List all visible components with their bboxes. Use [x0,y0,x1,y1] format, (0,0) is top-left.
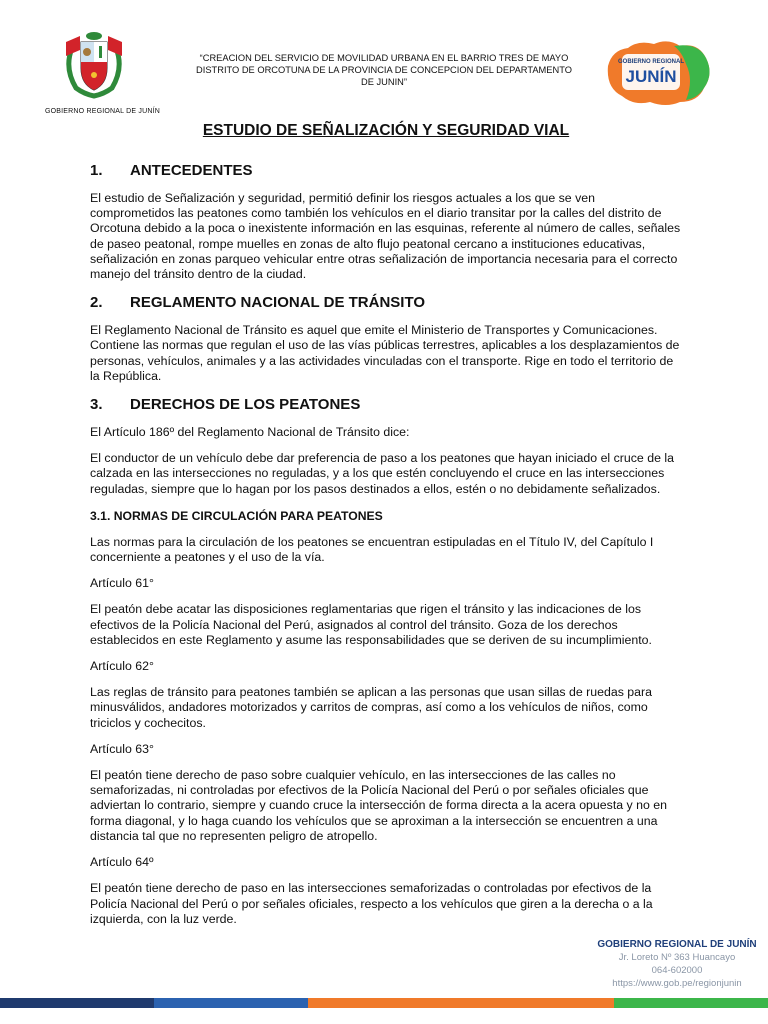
footer-bar-segment-blue [154,998,308,1008]
section-title: REGLAMENTO NACIONAL DE TRÁNSITO [130,294,426,312]
footer-color-bar [0,998,768,1008]
section-heading-3 [90,396,682,413]
paragraph: El conductor de un vehículo debe dar preferencia de paso a los peatones que hayan iniciado el cruce de la calzada en las intersecciones no reguladas, y a los que estén concluyendo el cruce en las intersecciones reguladas, siempre que lo hagan por los pasos destinados a ellos, estén o no debidamente señalizados. [90,451,674,496]
gobierno-regional-junin-logo [602,36,714,108]
paragraph: Las normas para la circulación de los peatones se encuentran estipuladas en el Título IV, del Capítulo I concerniente a peatones y el uso de la vía. [90,534,654,565]
project-title-line: “CREACION DEL SERVICIO DE MOVILIDAD URBANA EN EL BARRIO TRES DE MAYO [199,53,569,63]
document-title: ESTUDIO DE SEÑALIZACIÓN Y SEGURIDAD VIAL [202,122,570,139]
article-label: Artículo 64º [90,855,154,870]
paragraph: El Reglamento Nacional de Tránsito es aquel que emite el Ministerio de Transportes y Comunicaciones. Contiene las normas que regulan el uso de las vías públicas terrestres, aplicables a los desplazamientos de personas, vehículos, animales y a las actividades vinculadas con el transporte. Rige en todo el territorio de la República. [90,323,680,383]
project-title [168,52,600,88]
section-heading-2 [90,294,682,311]
section-number: 1. [90,162,103,179]
section-number: 2. [90,294,103,312]
section-number: 3. [90,396,103,414]
article-text: El peatón tiene derecho de paso sobre cualquier vehículo, en las intersecciones de las calles no semaforizadas, ni controladas por efectivos de la Policía Nacional del Perú o por señales oficiales que adviertan lo contrario, siempre y cuando cruce la intersección de forma directa a la acera opuesta y no en forma diagonal, y lo haga cuando los vehículos que se aproximan a la intersección se encuentren a una distancia tal que no representen peligro de atropello. [90,768,668,843]
footer-contact [592,938,762,990]
logo-main-text: JUNÍN [625,67,677,86]
project-title-line: DISTRITO DE ORCOTUNA DE LA PROVINCIA DE CONCEPCION DEL DEPARTAMENTO [196,65,572,75]
footer-bar-segment-green [614,998,768,1008]
article-label: Artículo 63° [90,741,154,756]
project-title-line: DE JUNIN” [361,77,407,87]
footer-website[interactable]: https://www.gob.pe/regionjunin [612,978,742,989]
footer-bar-segment-orange [308,998,614,1008]
subsection-heading: 3.1. NORMAS DE CIRCULACIÓN PARA PEATONES [90,508,383,523]
coat-caption: GOBIERNO REGIONAL DE JUNÍN [44,108,160,115]
footer-address: Jr. Loreto Nº 363 Huancayo [618,952,736,963]
page-header [0,0,768,120]
article-text: El peatón debe acatar las disposiciones reglamentarias que rigen el tránsito y las indicaciones de los efectivos de la Policía Nacional del Perú, asignados al control del tránsito. Goza de los derechos establecidos en este Reglamento y asume las responsabilidades que se deriven de su incumplimiento. [90,602,652,647]
article-text: El peatón tiene derecho de paso en las intersecciones semaforizadas o controladas por efectivos de la Policía Nacional del Perú o por señales oficiales, respecto a los vehículos que giren a la derecha o a la izquierda, con la luz verde. [90,881,653,926]
section-title: ANTECEDENTES [130,162,253,179]
paragraph: El estudio de Señalización y seguridad, permitió definir los riesgos actuales a los que se ven comprometidos las peatones como también los vehículos en el diario transitar por la calles del distrito de Orcotuna debido a la poca o inexistente información en las esquinas, referente al número de calles, señales de paseo peatonal, rompe muelles en zonas de alto flujo peatonal cercano a instituciones educativas, señalización en zonas parqueo vehicular entre otras señalización de importancia necesaria para el correcto manejo del tránsito dentro de la ciudad. [90,191,681,282]
document-body [90,120,682,927]
logo-small-text: GOBIERNO REGIONAL [617,59,685,65]
paragraph: El Artículo 186º del Reglamento Nacional de Tránsito dice: [90,425,410,440]
footer-org: GOBIERNO REGIONAL DE JUNÍN [597,939,757,950]
section-heading-1 [90,162,682,179]
section-title: DERECHOS DE LOS PEATONES [130,396,361,414]
footer-phone: 064-602000 [651,965,703,976]
article-label: Artículo 61° [90,576,154,591]
footer-bar-segment-navy [0,998,154,1008]
coat-of-arms-icon [62,28,126,100]
article-text: Las reglas de tránsito para peatones también se aplican a las personas que usan sillas de ruedas para minusválidos, andadores motorizados y carritos de compras, así como a los vehículos de niños, como triciclos y cochecitos. [90,685,652,730]
article-label: Artículo 62° [90,659,154,674]
